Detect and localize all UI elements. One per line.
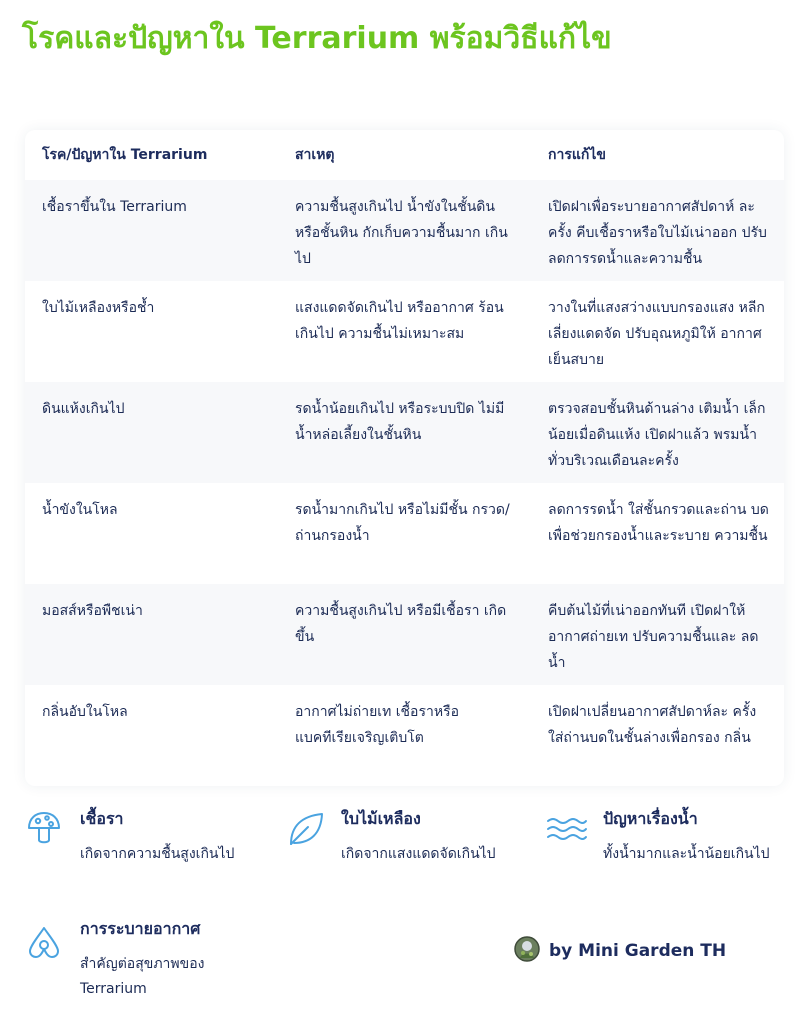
problem-cell: ใบไม้เหลืองหรือช้ำ <box>42 300 155 316</box>
feature-water <box>546 808 796 878</box>
solution-cell: คีบต้นไม้ที่เน่าออกทันที เปิดฝาให้ อากาศถ่ายเท ปรับความชื้นและ ลดน้ำ <box>548 603 759 671</box>
feature-desc: เกิดจากแสงแดดจัดเกินไป <box>341 846 496 862</box>
header-cause: สาเหตุ <box>295 147 335 163</box>
cause-cell: อากาศไม่ถ่ายเท เชื้อราหรือ แบคทีเรียเจริญเติบโต <box>295 704 460 746</box>
problem-cell: กลิ่นอับในโหล <box>42 704 128 720</box>
table-row <box>25 180 784 281</box>
problem-cell: มอสส์หรือพืชเน่า <box>42 603 143 619</box>
table-row <box>25 483 784 584</box>
solution-cell: เปิดฝาเปลี่ยนอากาศสัปดาห์ละ ครั้ง ใส่ถ่านบดในชั้นล่างเพื่อกรอง กลิ่น <box>548 704 757 746</box>
problem-cell: เชื้อราขึ้นใน Terrarium <box>42 199 187 215</box>
feature-ventilation <box>26 918 266 1008</box>
problems-table <box>25 130 784 786</box>
header-problem: โรค/ปัญหาใน Terrarium <box>42 147 208 163</box>
table-header-row <box>25 130 784 180</box>
table-row <box>25 281 784 382</box>
problem-cell: น้ำขังในโหล <box>42 502 118 518</box>
cause-cell: ความชื้นสูงเกินไป น้ำขังในชั้นดิน หรือชั้นหิน กักเก็บความชื้นมาก เกินไป <box>295 199 508 267</box>
solution-cell: เปิดฝาเพื่อระบายอากาศสัปดาห์ ละครั้ง คีบเชื้อราหรือใบไม้เน่าออก ปรับลดการรดน้ำและความชื้น <box>548 199 767 267</box>
cause-cell: รดน้ำน้อยเกินไป หรือระบบปิด ไม่มีน้ำหล่อเลี้ยงในชั้นหิน <box>295 401 505 443</box>
mushroom-icon <box>26 808 62 852</box>
cause-cell: แสงแดดจัดเกินไป หรืออากาศ ร้อนเกินไป ความชื้นไม่เหมาะสม <box>295 300 504 342</box>
feature-desc: เกิดจากความชื้นสูงเกินไป <box>80 846 235 862</box>
cause-cell: รดน้ำมากเกินไป หรือไม่มีชั้น กรวด/ถ่านกรองน้ำ <box>295 502 510 544</box>
avatar-logo <box>514 936 540 966</box>
feature-title: ใบไม้เหลือง <box>341 809 421 828</box>
feature-title: ปัญหาเรื่องน้ำ <box>603 809 698 828</box>
feature-desc: ทั้งน้ำมากและน้ำน้อยเกินไป <box>603 846 770 862</box>
feature-title: เชื้อรา <box>80 809 124 828</box>
solution-cell: ตรวจสอบชั้นหินด้านล่าง เติมน้ำ เล็กน้อยเมื่อดินแห้ง เปิดฝาแล้ว พรมน้ำทั่วบริเวณเดือนละครั้ง <box>548 401 766 469</box>
credit <box>514 937 726 965</box>
table-row <box>25 584 784 685</box>
solution-cell: ลดการรดน้ำ ใส่ชั้นกรวดและถ่าน บดเพื่อช่วยกรองน้ำและระบาย ความชื้น <box>548 502 769 544</box>
water-waves-icon <box>546 808 588 852</box>
page-title: โรคและปัญหาใน Terrarium พร้อมวิธีแก้ไข <box>22 21 612 56</box>
credit-text: by Mini Garden TH <box>549 941 727 961</box>
table-row <box>25 685 784 786</box>
leaf-icon <box>286 808 326 852</box>
feature-mold <box>26 808 266 878</box>
airflow-icon <box>26 924 62 964</box>
cause-cell: ความชื้นสูงเกินไป หรือมีเชื้อรา เกิดขึ้น <box>295 603 507 645</box>
table-row <box>25 382 784 483</box>
problem-cell: ดินแห้งเกินไป <box>42 401 125 417</box>
feature-desc: สำคัญต่อสุขภาพของ Terrarium <box>80 956 205 997</box>
solution-cell: วางในที่แสงสว่างแบบกรองแสง หลีกเลี่ยงแดดจัด ปรับอุณหภูมิให้ อากาศเย็นสบาย <box>548 300 765 368</box>
header-solution: การแก้ไข <box>548 147 606 163</box>
feature-yellow-leaves <box>286 808 526 878</box>
feature-title: การระบายอากาศ <box>80 919 201 938</box>
